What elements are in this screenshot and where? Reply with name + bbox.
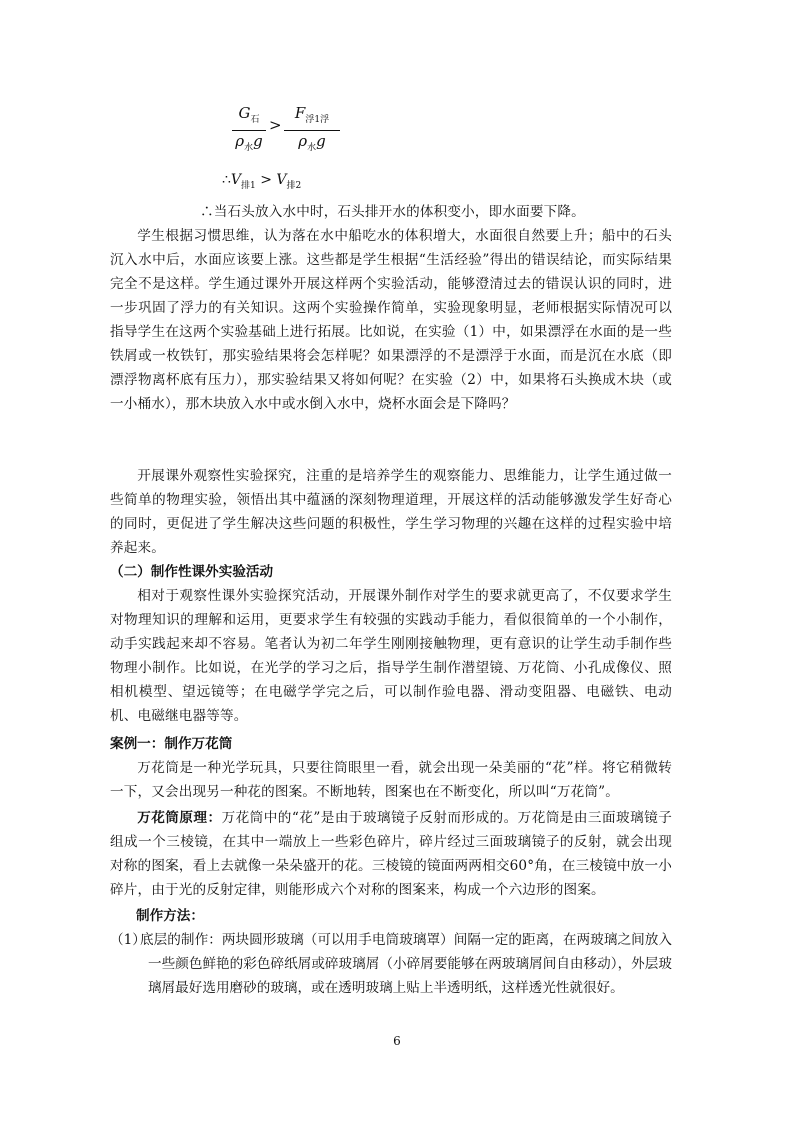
body-paragraph: 开展课外观察性实验探究，注重的是培养学生的观察能力、思维能力，让学生通过做一些简单的物理实验，领悟出其中蕴涵的深刻物理道理，开展这样的活动能够激发学生好奇心的同时，更促进了学生解决这些问题的积极性，学生学习物理的兴趣在这样的过程实验中培养起来。	[110, 468, 672, 556]
body-paragraph: 相对于观察性课外实验探究活动，开展课外制作对学生的要求就更高了，不仅要求学生对物理知识的理解和运用，更要求学生有较强的实践动手能力，看似很简单的一个小制作，动手实践起来却不容易。笔者认为初二年学生刚刚接触物理，更有意识的让学生动手制作些物理小制作。比如说，在光学的学习之后，指导学生制作潜望镜、万花筒、小孔成像仪、照相机模型、望远镜等；在电磁学学完之后，可以制作验电器、滑动变阻器、电磁铁、电动机、电磁继电器等等。	[110, 588, 672, 724]
principle-text: 万花筒中的“花”是由于玻璃镜子反射而形成的。万花筒是由三面玻璃镜子组成一个三棱镜，在其中一端放上一些彩色碎片，碎片经过三面玻璃镜子的反射，就会出现对称的图案，看上去就像一朵朵盛开的花。三棱镜的镜面两两相交60°角，在三棱镜中放一小碎片，由于光的反射定律，则能形成六个对称的图案来，构成一个六边形的图案。	[110, 810, 672, 898]
page-number: 6	[393, 1034, 401, 1048]
list-marker: （1）	[110, 932, 146, 948]
method-list-item	[110, 928, 672, 1000]
fraction-buoyant-force	[284, 104, 340, 156]
fraction-numerator: $F_{浮1浮}$	[294, 104, 330, 125]
method-heading: 制作方法：	[136, 908, 204, 924]
fraction-denominator: $\rho_水g$	[235, 132, 263, 153]
section-heading: （二）制作性课外实验活动	[110, 564, 274, 580]
fraction-stone-weight	[232, 104, 266, 156]
greater-than-sign: >	[269, 116, 282, 134]
list-item-text: 底层的制作：两块圆形玻璃（可以用手电筒玻璃罩）间隔一定的距离，在两玻璃之间放入一些颜色鲜艳的彩色碎纸屑或碎玻璃屑（小碎屑要能够在两玻璃屑间自由移动），外层玻璃屑最好选用磨砂的玻璃，或在透明玻璃上贴上半透明纸，这样透光性就很好。	[140, 932, 672, 996]
case-intro-paragraph: 万花筒是一种光学玩具，只要往筒眼里一看，就会出现一朵美丽的“花”样。将它稍微转一下，又会出现另一种花的图案。不断地转，图案也在不断变化，所以叫“万花筒”。	[110, 760, 672, 800]
fraction-numerator: $G_石$	[238, 104, 260, 125]
buoyancy-formula	[222, 98, 422, 198]
volume-relation: $\therefore V_{排1} > V_{排2}$	[222, 172, 302, 191]
body-paragraph: 学生根据习惯思维，认为落在水中船吃水的体积增大，水面很自然要上升；船中的石头沉入水中后，水面应该要上涨。这些都是学生根据“生活经验”得出的错误结论，而实际结果完全不是这样。学生通过课外开展这样两个实验活动，能够澄清过去的错误认识的同时，进一步巩固了浮力的有关知识。这两个实验操作简单，实验现象明显，老师根据实际情况可以指导学生在这两个实验基础上进行拓展。比如说，在实验（1）中，如果漂浮在水面的是一些铁屑或一枚铁钉，那实验结果将会怎样呢？如果漂浮的不是漂浮于水面，而是沉在水底（即漂浮物离杯底有压力），那实验结果又将如何呢？在实验（2）中，如果将石头换成木块（或一小桶水），那木块放入水中或水倒入水中，烧杯水面会是下降吗？	[110, 228, 672, 412]
principle-paragraph	[110, 806, 672, 902]
fraction-bar	[232, 130, 266, 131]
case-heading: 案例一：制作万花筒	[110, 736, 233, 752]
fraction-bar	[284, 130, 340, 131]
fraction-denominator: $\rho_水g$	[298, 132, 326, 153]
conclusion-line: ∴当石头放入水中时，石头排开水的体积变小，即水面要下降。	[200, 204, 585, 220]
principle-label: 万花筒原理：	[137, 810, 222, 826]
